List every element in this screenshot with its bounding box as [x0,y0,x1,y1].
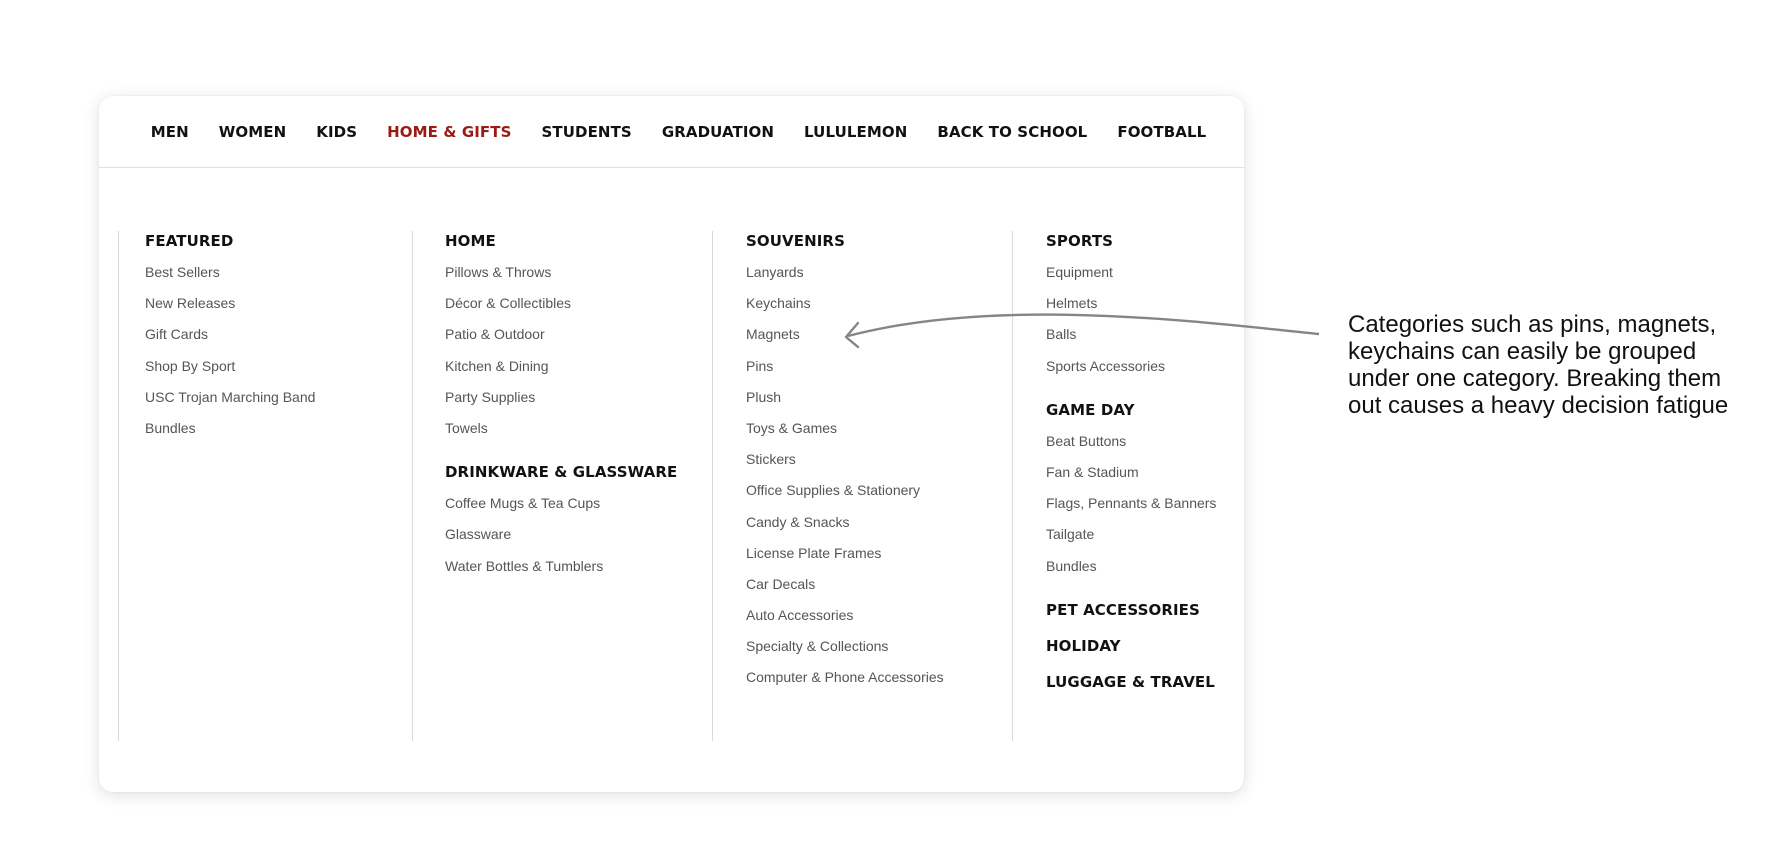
menu-link[interactable]: Toys & Games [746,419,838,436]
nav-item-football[interactable]: FOOTBALL [1117,122,1207,141]
nav-item-back-to-school[interactable]: BACK TO SCHOOL [937,122,1088,141]
menu-link[interactable]: Pins [746,357,774,374]
menu-link[interactable]: Bundles [1046,557,1097,574]
menu-group [1046,400,1246,582]
menu-link[interactable]: Balls [1046,326,1077,343]
menu-group [1046,600,1246,620]
menu-link[interactable]: Auto Accessories [746,607,854,624]
menu-link[interactable]: Lanyards [746,264,804,280]
menu-column-home [412,231,725,741]
menu-heading[interactable]: FEATURED [145,232,234,250]
menu-group [145,231,420,444]
menu-link[interactable]: Stickers [746,451,796,468]
menu-link[interactable]: License Plate Frames [746,544,882,561]
nav-item-men[interactable]: MEN [150,122,189,141]
menu-heading[interactable]: HOME [445,232,496,250]
nav-item-lululemon[interactable]: LULULEMON [804,122,908,141]
menu-link[interactable]: Flags, Pennants & Banners [1046,495,1217,512]
annotation-text: Categories such as pins, magnets, keychains can easily be grouped under one category. Breaking them out causes a heavy decision fatigue [1348,311,1729,419]
menu-heading[interactable]: SOUVENIRS [746,232,845,250]
menu-heading[interactable]: GAME DAY [1046,400,1135,419]
menu-link[interactable]: Candy & Snacks [746,513,850,530]
menu-group [1046,672,1246,692]
menu-link[interactable]: Helmets [1046,295,1098,312]
menu-column-featured [118,231,420,741]
menu-group [746,231,1026,694]
menu-link[interactable]: Beat Buttons [1046,432,1127,449]
menu-link[interactable]: Specialty & Collections [746,638,889,655]
menu-link[interactable]: Car Decals [746,575,816,592]
menu-link[interactable]: Towels [445,419,488,436]
menu-list [1046,426,1246,582]
menu-heading[interactable]: DRINKWARE & GLASSWARE [445,463,678,482]
menu-link[interactable]: Fan & Stadium [1046,463,1139,480]
menu-link[interactable]: Best Sellers [145,264,220,280]
menu-list [445,488,725,582]
menu-link[interactable]: Glassware [445,526,512,543]
menu-heading[interactable]: SPORTS [1046,232,1114,250]
menu-link[interactable]: Coffee Mugs & Tea Cups [445,495,601,512]
menu-link[interactable]: USC Trojan Marching Band [145,388,316,405]
menu-column-sports [1012,231,1246,741]
menu-heading[interactable]: PET ACCESSORIES [1046,600,1200,619]
menu-link[interactable]: Patio & Outdoor [445,326,545,343]
menu-link[interactable]: Kitchen & Dining [445,357,549,374]
menu-list [445,257,725,444]
nav-item-women[interactable]: WOMEN [218,122,287,141]
menu-list [746,257,1026,694]
menu-link[interactable]: Sports Accessories [1046,357,1166,374]
menu-heading[interactable]: HOLIDAY [1046,636,1121,655]
menu-link[interactable]: Gift Cards [145,326,209,343]
menu-link[interactable]: Equipment [1046,264,1113,280]
menu-group [445,462,725,582]
menu-link[interactable]: Office Supplies & Stationery [746,482,921,499]
menu-group [445,231,725,444]
menu-list [1046,257,1246,382]
menu-link[interactable]: Tailgate [1046,526,1095,543]
nav-item-graduation[interactable]: GRADUATION [661,122,775,141]
menu-group [1046,231,1246,382]
menu-link[interactable]: Pillows & Throws [445,264,552,280]
menu-link[interactable]: Computer & Phone Accessories [746,669,944,686]
menu-group [1046,636,1246,656]
menu-list [145,257,420,444]
menu-link[interactable]: Magnets [746,326,800,343]
menu-link[interactable]: Bundles [145,419,196,436]
menu-link[interactable]: Party Supplies [445,388,536,405]
menu-link[interactable]: Plush [746,388,782,405]
menu-link[interactable]: Shop By Sport [145,357,236,374]
nav-item-kids[interactable]: KIDS [316,122,358,141]
menu-link[interactable]: Décor & Collectibles [445,295,572,312]
top-navigation [99,96,1244,168]
nav-item-home-gifts[interactable]: HOME & GIFTS [387,122,512,141]
menu-column-souvenirs [712,231,1026,741]
nav-item-students[interactable]: STUDENTS [541,122,632,141]
menu-link[interactable]: Keychains [746,295,811,312]
menu-link[interactable]: Water Bottles & Tumblers [445,557,604,574]
menu-heading[interactable]: LUGGAGE & TRAVEL [1046,672,1215,691]
menu-link[interactable]: New Releases [145,295,236,312]
mega-menu-card [99,96,1244,792]
